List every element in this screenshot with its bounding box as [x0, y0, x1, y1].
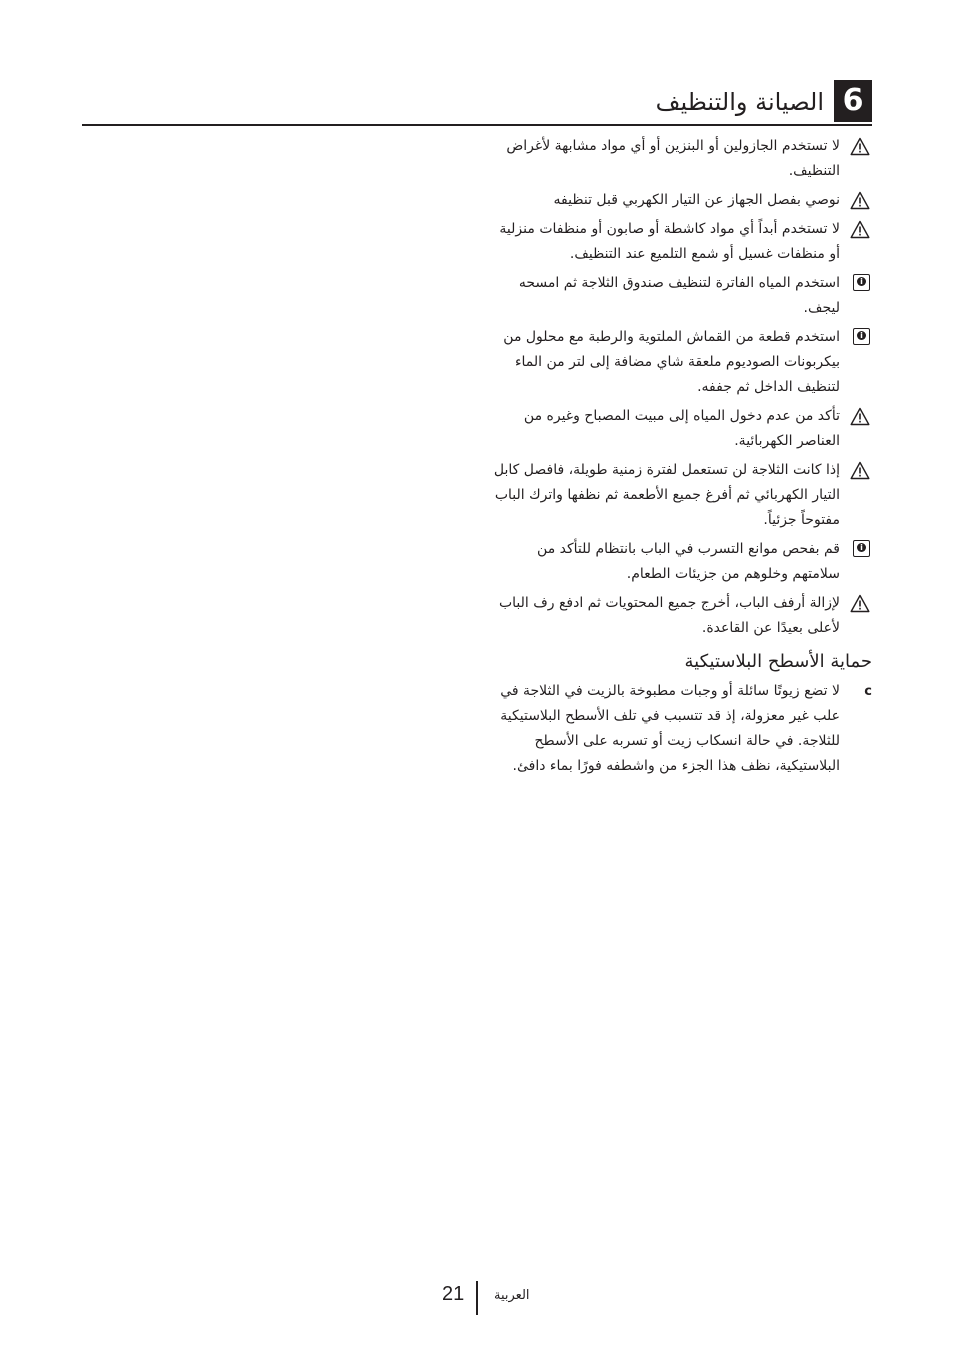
instruction-item — [490, 188, 872, 213]
info-icon: i — [853, 540, 870, 557]
page-footer — [420, 1281, 560, 1315]
instruction-text: تأكد من عدم دخول المياه إلى مبيت المصباح وغيره من العناصر الكهربائية. — [523, 408, 840, 449]
instruction-item — [490, 271, 872, 321]
instruction-item — [490, 325, 872, 400]
warning-icon — [850, 191, 870, 210]
instruction-item — [490, 591, 872, 641]
bullet-marker: c — [864, 684, 872, 699]
footer-language: العربية — [494, 1288, 530, 1303]
plastic-surfaces-note — [490, 679, 872, 779]
instruction-item — [490, 537, 872, 587]
instruction-item — [490, 404, 872, 454]
instruction-text: لا تستخدم أبداً أي مواد كاشطة أو صابون أو منظفات منزلية أو منظفات غسيل أو شمع التلميع عند التنظيف. — [499, 221, 840, 262]
warning-icon — [850, 594, 870, 613]
instruction-text: استخدم المياه الفاترة لتنظيف صندوق الثلاجة ثم امسحه ليجف. — [518, 275, 840, 316]
instruction-text: لا تستخدم الجازولين أو البنزين أو أي مواد مشابهة لأغراض التنظيف. — [506, 138, 840, 179]
section-number-badge: 6 — [834, 80, 872, 122]
warning-icon — [850, 461, 870, 480]
instruction-item — [490, 458, 872, 533]
instruction-text: استخدم قطعة من القماش الملتوية والرطبة مع محلول من بيكربونات الصوديوم ملعقة شاي مضافة إلى لتر من الماء لتنظيف الداخل ثم جففه. — [503, 329, 840, 395]
plastic-surfaces-heading: حماية الأسطح البلاستيكية — [684, 651, 872, 672]
instruction-text: قم بفحص موانع التسرب في الباب بانتظام للتأكد من سلامتهم وخلوهم من جزيئات الطعام. — [537, 541, 840, 582]
footer-divider — [476, 1281, 478, 1315]
instruction-item — [490, 134, 872, 184]
section-header — [82, 80, 872, 126]
instruction-text: لإزالة أرفف الباب، أخرج جميع المحتويات ثم ادفع رف الباب لأعلى بعيدًا عن القاعدة. — [498, 595, 840, 636]
section-title: الصيانة والتنظيف — [655, 88, 824, 116]
maintenance-instructions — [490, 134, 872, 779]
page-number: 21 — [442, 1283, 465, 1305]
plastic-surfaces-text: لا تضع زيوتًا سائلة أو وجبات مطبوخة بالزيت في الثلاجة في علب غير معزولة، إذ قد تتسبب في تلف الأسطح البلاستيكية للثلاجة. في حالة انسكاب زيت أو تسربه على الأسطح البلاستيكية، نظف هذا الجزء من واشطفه فورًا بماء دافئ. — [500, 683, 840, 774]
instruction-text: إذا كانت الثلاجة لن تستعمل لفترة زمنية طويلة، فافصل كابل التيار الكهربائي ثم أفرغ جميع الأطعمة ثم نظفها واترك الباب مفتوحاً جزئياً. — [493, 462, 840, 528]
info-icon: i — [853, 328, 870, 345]
warning-icon — [850, 220, 870, 239]
warning-icon — [850, 407, 870, 426]
instruction-item — [490, 217, 872, 267]
info-icon: i — [853, 274, 870, 291]
warning-icon — [850, 137, 870, 156]
instruction-text: نوصي بفصل الجهاز عن التيار الكهربي قبل تنظيفه — [553, 192, 840, 208]
